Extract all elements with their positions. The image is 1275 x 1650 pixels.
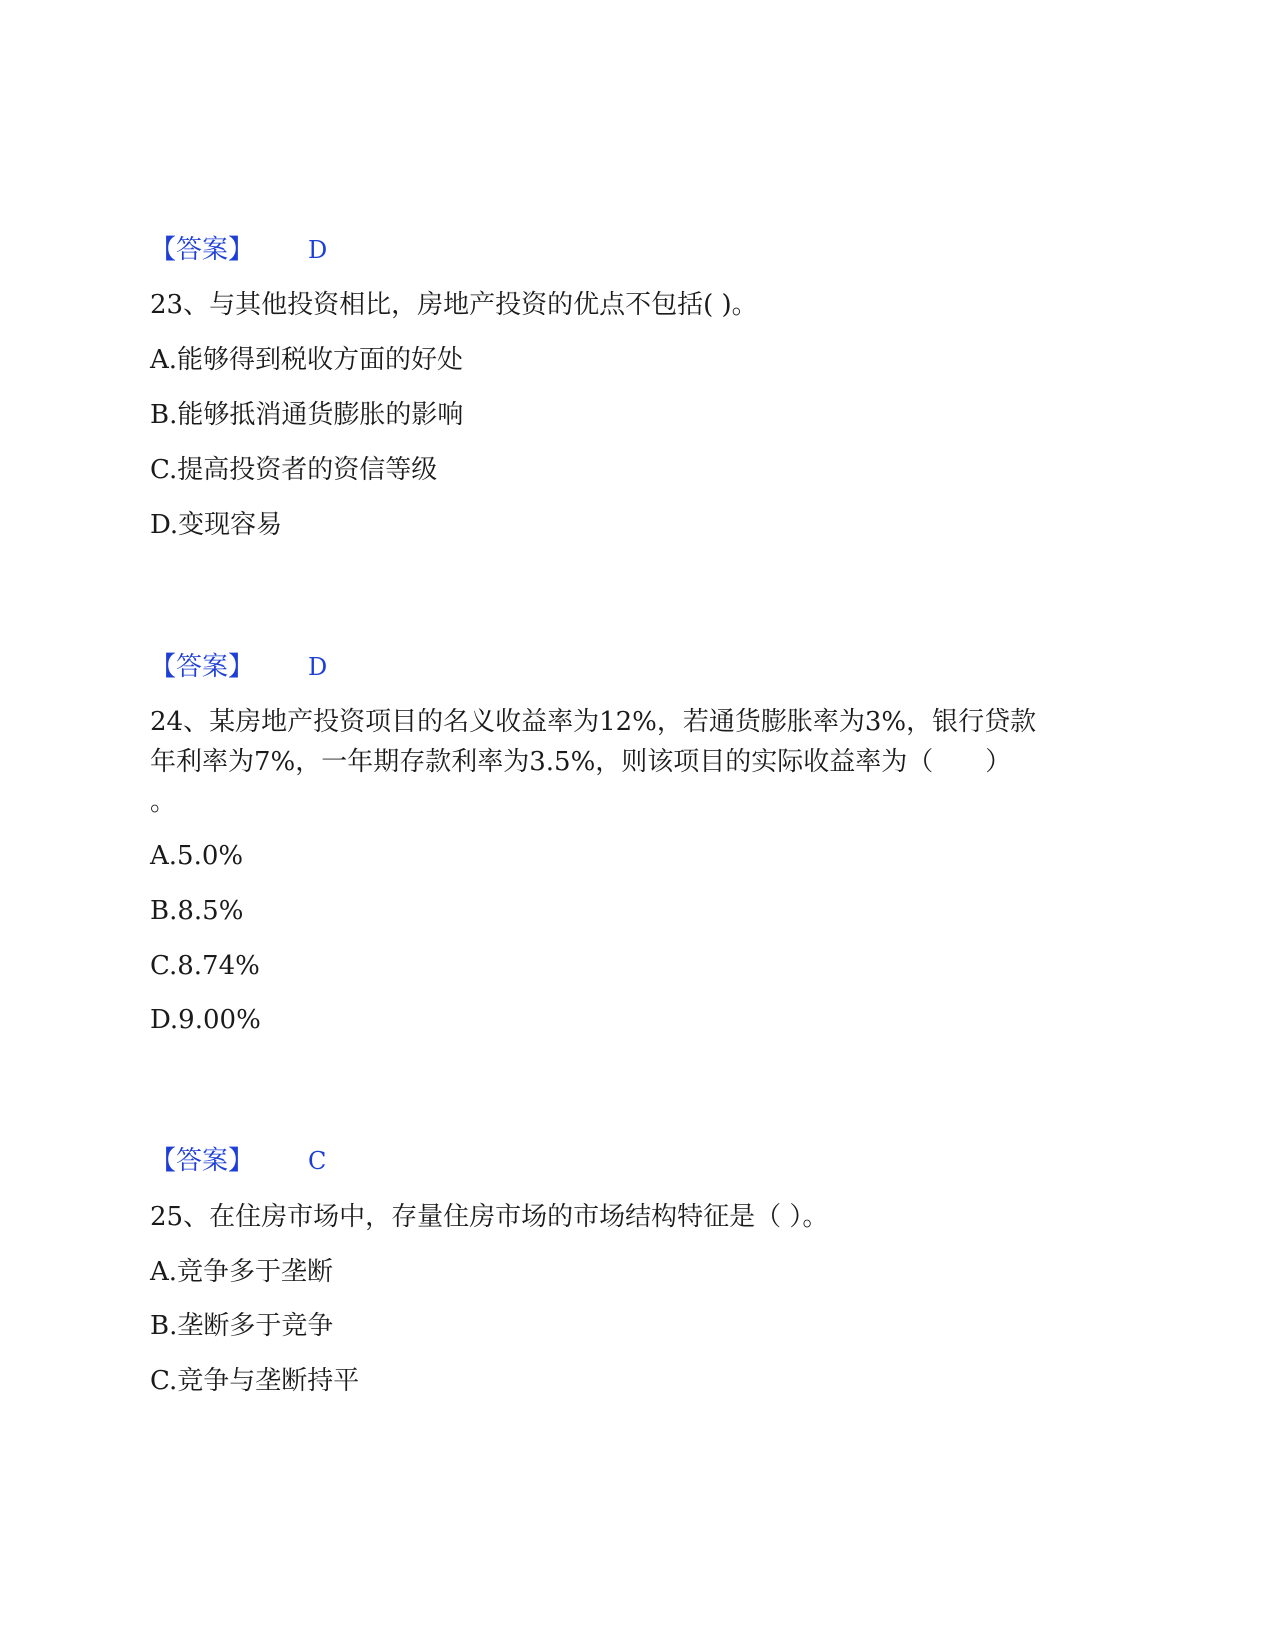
option-c: C.8.74%: [150, 951, 260, 981]
option-b: B.垄断多于竞争: [150, 1311, 334, 1341]
answer-label: 【答案】: [150, 652, 255, 682]
question-text-line-2: 年利率为7%，一年期存款利率为3.5%，则该项目的实际收益率为（ ）: [150, 747, 1012, 777]
answer-value: D: [308, 236, 328, 264]
question-text-line-3: 。: [150, 787, 177, 817]
answer-value: C: [308, 1147, 327, 1175]
option-a: A.竞争多于垄断: [150, 1257, 334, 1287]
answer-value: D: [308, 653, 328, 681]
option-a: A.5.0%: [150, 841, 244, 871]
option-b: B.能够抵消通货膨胀的影响: [150, 400, 464, 430]
option-d: D.9.00%: [150, 1005, 261, 1035]
option-c: C.提高投资者的资信等级: [150, 455, 438, 485]
answer-label: 【答案】: [150, 1146, 255, 1176]
answer-line: [150, 1145, 326, 1177]
option-d: D.变现容易: [150, 510, 283, 540]
question-text: 23、与其他投资相比，房地产投资的优点不包括( )。: [150, 290, 758, 320]
answer-line: [150, 234, 327, 266]
answer-label: 【答案】: [150, 235, 255, 265]
option-a: A.能够得到税收方面的好处: [150, 345, 464, 375]
question-text-line-1: 24、某房地产投资项目的名义收益率为12%，若通货膨胀率为3%，银行贷款: [150, 707, 1037, 737]
answer-line: [150, 651, 327, 683]
option-c: C.竞争与垄断持平: [150, 1366, 360, 1396]
question-text: 25、在住房市场中，存量住房市场的市场结构特征是（ ）。: [150, 1202, 829, 1232]
option-b: B.8.5%: [150, 896, 244, 926]
